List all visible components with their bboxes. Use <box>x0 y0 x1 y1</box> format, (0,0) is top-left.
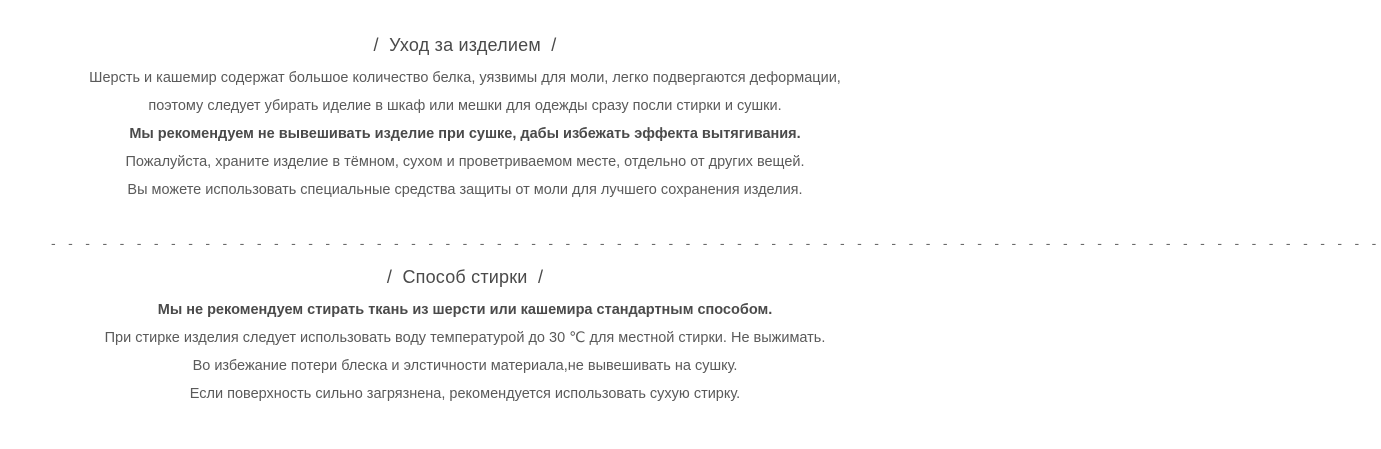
wash-section <box>0 264 930 408</box>
care-line-4: Пожалуйста, храните изделие в тёмном, сухом и проветриваемом месте, отдельно от других вещей. <box>125 154 805 170</box>
care-line-1: Шерсть и кашемир содержат большое количество белка, уязвимы для моли, легко подвергаются деформации, <box>89 70 841 86</box>
wash-line-4: Если поверхность сильно загрязнена, рекомендуется использовать сухую стирку. <box>189 386 741 402</box>
care-section <box>0 32 930 204</box>
care-line-3: Мы рекомендуем не вывешивать изделие при сушке, дабы избежать эффекта вытягивания. <box>129 126 801 142</box>
care-title-text: Уход за изделием <box>389 35 541 55</box>
care-line-5: Вы можете использовать специальные средства защиты от моли для лучшего сохранения изделия. <box>127 182 803 198</box>
wash-line-1: Мы не рекомендуем стирать ткань из шерсти или кашемира стандартным способом. <box>157 302 773 318</box>
dashed-divider: - - - - - - - - - - - - - - - - - - - - - - - - - - - - - - - - - - - - - - - - - - - - - - - - - - - - - - - - - - - - - - - - - - - - - - - - - - - - - - <box>51 235 1381 251</box>
title-slash-right: / <box>537 267 544 287</box>
wash-title-text: Способ стирки <box>402 267 528 287</box>
wash-line-3: Во избежание потери блеска и элстичности материала,не вывешивать на сушку. <box>192 358 738 374</box>
title-slash-left: / <box>373 35 379 55</box>
care-line-2: поэтому следует убирать иделие в шкаф или мешки для одежды сразу посли стирки и сушки. <box>148 98 782 114</box>
care-title <box>0 32 930 58</box>
wash-line-2: При стирке изделия следует использовать воду температурой до 30 ℃ для местной стирки. Не выжимать. <box>104 330 826 346</box>
title-slash-left: / <box>386 267 393 287</box>
title-slash-right: / <box>551 35 557 55</box>
wash-title <box>0 264 930 290</box>
